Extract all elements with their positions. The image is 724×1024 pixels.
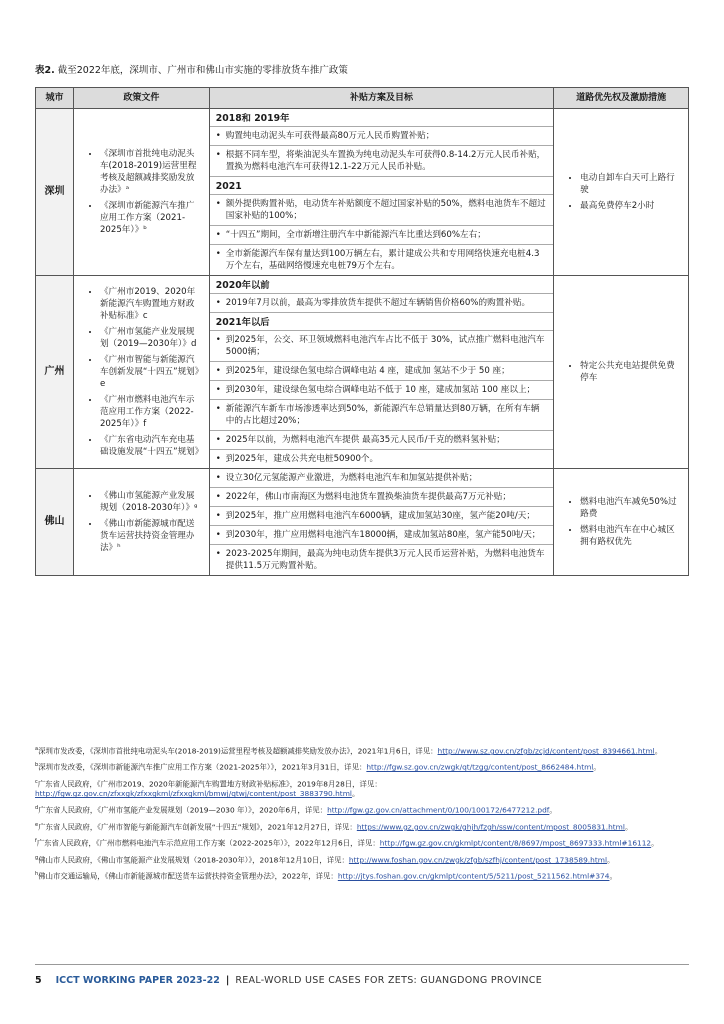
subsidy-item: • 购置纯电动泥头车可获得最高80万元人民币购置补贴； xyxy=(210,127,553,146)
road-priority-list xyxy=(554,496,688,548)
table-caption xyxy=(35,62,348,76)
footer-title: REAL-WORLD USE CASES FOR ZETS: GUANGDONG PROVINCE xyxy=(235,975,542,986)
city-cell: 深圳 xyxy=(36,109,74,276)
road-priority-list xyxy=(554,172,688,212)
caption-text: 截至2022年底，深圳市、广州市和佛山市实施的零排放货车推广政策 xyxy=(54,65,348,76)
footnote-link[interactable]: http://www.sz.gov.cn/zfgb/zcjd/content/post_8394661.html xyxy=(437,746,655,756)
policy-docs-list xyxy=(74,148,209,236)
road-priority-list xyxy=(554,360,688,384)
footnote-mark: b xyxy=(35,762,39,769)
subsidy-item: • 2022年，佛山市南海区为燃料电池货车置换柴油货车提供最高7万元补贴； xyxy=(210,488,553,507)
header-road: 道路优先权及激励措施 xyxy=(554,88,689,109)
subsidy-item: • 到2030年，推广应用燃料电池汽车18000辆，建成加氢站80座，氢产能50吨/天； xyxy=(210,526,553,545)
footnote-end: 。 xyxy=(609,871,617,881)
subsidy-cell xyxy=(209,469,553,576)
policy-doc-item: • 《广州市氢能产业发展规划（2019—2030年）》d xyxy=(100,326,203,350)
footnote-text: 广东省人民政府，《广州市2019、2020年新能源汽车购置地方财政补贴标准》，2019年8月28日，详见： xyxy=(37,779,382,789)
road-priority-item: • 燃料电池汽车减免50%过路费 xyxy=(580,496,682,520)
subsidy-item: • 2025年以前，为燃料电池汽车提供 最高35元人民币/千克的燃料氢补贴； xyxy=(210,431,553,450)
subsidy-item: • 新能源汽车新车市场渗透率达到50%，新能源汽车总销量达到80万辆，在所有车辆中的占比超过20%； xyxy=(210,400,553,431)
footnote-mark: f xyxy=(35,838,37,845)
subsidy-item: • 2019年7月以前，最高为零排放货车提供不超过车辆销售价格60%的购置补贴。 xyxy=(210,294,553,313)
policy-doc-item: • 《广东省电动汽车充电基础设施发展“十四五”规划》 xyxy=(100,434,203,458)
policy-table xyxy=(35,87,689,576)
footnote-end: 。 xyxy=(593,762,601,772)
policy-docs-list xyxy=(74,490,209,554)
road-priority-item: • 最高免费停车2小时 xyxy=(580,200,682,212)
footnote xyxy=(35,803,691,815)
footnote-text: 佛山市人民政府，《佛山市氢能源产业发展规划（2018-2030年）》，2018年12月10日，详见： xyxy=(38,855,349,865)
policy-doc-item: • 《佛山市氢能源产业发展规划（2018-2030年）》ᵍ xyxy=(100,490,203,514)
footnote xyxy=(35,836,691,848)
footer-divider xyxy=(35,964,689,965)
footnote-text: 佛山市交通运输局，《佛山市新能源城市配送货车运营扶持资金管理办法》，2022年，详见： xyxy=(38,871,338,881)
footnotes xyxy=(35,744,691,886)
footnote-end: 。 xyxy=(351,789,360,799)
footnote-link[interactable]: http://fgw.gz.gov.cn/zfxxgk/zfxxgkml/zfxxgkml/bmwj/qtwj/content/post_3883790.html xyxy=(35,789,352,799)
city-cell: 佛山 xyxy=(36,469,74,576)
footnote xyxy=(35,853,691,865)
footnote-mark: a xyxy=(35,746,39,752)
footnote-link[interactable]: http://jtys.foshan.gov.cn/gkmlpt/content/5/5211/post_5211562.html#374 xyxy=(337,871,610,881)
policy-doc-item: • 《广州市2019、2020年新能源汽车购置地方财政补贴标准》c xyxy=(100,286,203,322)
footnote xyxy=(35,777,691,799)
road-priority-cell xyxy=(554,469,689,576)
footnote-mark: d xyxy=(35,805,39,812)
table-row xyxy=(36,276,689,469)
footnote-text: 广东省人民政府，《广州市智能与新能源汽车创新发展“十四五”规划》，2021年12月27日，详见： xyxy=(38,822,357,832)
footnote-mark: e xyxy=(35,821,39,828)
subsidy-period-heading: 2021 xyxy=(210,177,553,195)
footnote-mark: c xyxy=(35,778,38,785)
footnote-mark: g xyxy=(35,854,39,861)
subsidy-item: • 到2030年，建设绿色氢电综合调峰电站不低于 10 座，建成加氢站 100 座以上； xyxy=(210,381,553,400)
policy-docs-list xyxy=(74,286,209,458)
policy-docs-cell xyxy=(73,109,209,276)
table-header-row xyxy=(36,88,689,109)
header-subsidy: 补贴方案及目标 xyxy=(209,88,553,109)
footer-separator: | xyxy=(225,975,230,986)
subsidy-period-heading: 2020年以前 xyxy=(210,276,553,294)
subsidy-period-heading: 2021年以后 xyxy=(210,313,553,331)
table-row xyxy=(36,109,689,276)
footnote-link[interactable]: https://www.gz.gov.cn/zwgk/ghjh/fzgh/ssw/content/mpost_8005831.html xyxy=(356,822,625,832)
header-docs: 政策文件 xyxy=(73,88,209,109)
policy-docs-cell xyxy=(73,469,209,576)
subsidy-item: • 到2025年，公交、环卫领域燃料电池汽车占比不低于 30%，试点推广燃料电池汽车5000辆； xyxy=(210,331,553,362)
page-number: 5 xyxy=(35,975,42,986)
policy-doc-item: • 《佛山市新能源城市配送货车运营扶持资金管理办法》ʰ xyxy=(100,518,203,554)
subsidy-item: • 全市新能源汽车保有量达到100万辆左右，累计建成公共和专用网络快速充电桩4.3万个左右，基础网络慢速充电桩79万个左右。 xyxy=(210,245,553,275)
subsidy-item: • 到2025年，推广应用燃料电池汽车6000辆，建成加氢站30座，氢产能20吨/天； xyxy=(210,507,553,526)
footnote-end: 。 xyxy=(651,838,659,848)
footnote-text: 广东省人民政府，《广州市氢能产业发展规划（2019—2030 年）》，2020年6月，详见： xyxy=(38,805,328,815)
road-priority-item: • 燃料电池汽车在中心城区拥有路权优先 xyxy=(580,524,682,548)
footnote-link[interactable]: http://fgw.gz.gov.cn/attachment/0/100/100172/6477212.pdf xyxy=(327,805,550,815)
policy-doc-item: • 《深圳市首批纯电动泥头车(2018-2019)运营里程考核及超额减排奖励发放办法》ᵃ xyxy=(100,148,203,196)
footnote xyxy=(35,820,691,832)
subsidy-item: • 到2025年，建设绿色氢电综合调峰电站 4 座，建成加 氢站不少于 50 座； xyxy=(210,362,553,381)
policy-docs-cell xyxy=(73,276,209,469)
road-priority-item: • 电动自卸车白天可上路行驶 xyxy=(580,172,682,196)
footnote-end: 。 xyxy=(654,746,663,756)
table-row xyxy=(36,469,689,576)
city-cell: 广州 xyxy=(36,276,74,469)
policy-doc-item: • 《深圳市新能源汽车推广应用工作方案（2021-2025年）》ᵇ xyxy=(100,200,203,236)
subsidy-item: • 额外提供购置补贴，电动货车补贴额度不超过国家补贴的50%，燃料电池货车不超过国家补贴的100%； xyxy=(210,195,553,226)
header-city: 城市 xyxy=(36,88,74,109)
road-priority-cell xyxy=(554,109,689,276)
footnote-end: 。 xyxy=(549,805,557,815)
footnote xyxy=(35,760,691,772)
footnote-link[interactable]: http://www.foshan.gov.cn/zwgk/zfgb/szfhj/content/post_1738589.html xyxy=(348,855,607,865)
subsidy-item: • 到2025年，建成公共充电桩50900个。 xyxy=(210,450,553,468)
footnote xyxy=(35,744,691,756)
policy-doc-item: • 《广州市智能与新能源汽车创新发展“十四五”规划》e xyxy=(100,354,203,390)
page-footer xyxy=(35,975,542,986)
footnote-link[interactable]: http://fgw.gz.gov.cn/gkmlpt/content/8/8697/mpost_8697333.html#16112 xyxy=(379,838,652,848)
footer-brand: ICCT WORKING PAPER 2023-22 xyxy=(55,975,220,986)
footnote-text: 深圳市发改委，《深圳市首批纯电动泥头车(2018-2019)运营里程考核及超额减排奖励发放办法》，2021年1月6日，详见： xyxy=(38,746,438,756)
footnote-text: 广东省人民政府，《广州市燃料电池汽车示范应用工作方案（2022-2025年）》，2022年12月6日，详见： xyxy=(36,838,380,848)
subsidy-cell xyxy=(209,276,553,469)
footnote-end: 。 xyxy=(607,855,615,865)
footnote-link[interactable]: http://fgw.sz.gov.cn/zwgk/qt/tzgg/content/post_8662484.html xyxy=(366,762,594,772)
subsidy-item: • “十四五”期间，全市新增注册汽车中新能源汽车比重达到60%左右； xyxy=(210,226,553,245)
footnote-text: 深圳市发改委，《深圳市新能源汽车推广应用工作方案（2021-2025年）》，2021年3月31日，详见： xyxy=(38,762,367,772)
footnote-end: 。 xyxy=(624,822,633,832)
subsidy-item: • 设立30亿元氢能源产业激进，为燃料电池汽车和加氢站提供补贴； xyxy=(210,469,553,488)
subsidy-period-heading: 2018和 2019年 xyxy=(210,109,553,127)
subsidy-item: • 2023-2025年期间，最高为纯电动货车提供3万元人民币运营补贴，为燃料电池货车提供11.5万元购置补贴。 xyxy=(210,545,553,575)
policy-doc-item: • 《广州市燃料电池汽车示范应用工作方案（2022-2025年）》f xyxy=(100,394,203,430)
caption-label: 表2. xyxy=(35,65,55,76)
footnote-mark: h xyxy=(35,871,39,878)
subsidy-item: • 根据不同车型，将柴油泥头车置换为纯电动泥头车可获得0.8-14.2万元人民币补贴，置换为燃料电池汽车可获得12.1-22万元人民币补贴。 xyxy=(210,146,553,177)
road-priority-item: • 特定公共充电站提供免费停车 xyxy=(580,360,682,384)
road-priority-cell xyxy=(554,276,689,469)
footnote xyxy=(35,869,691,881)
subsidy-cell xyxy=(209,109,553,276)
